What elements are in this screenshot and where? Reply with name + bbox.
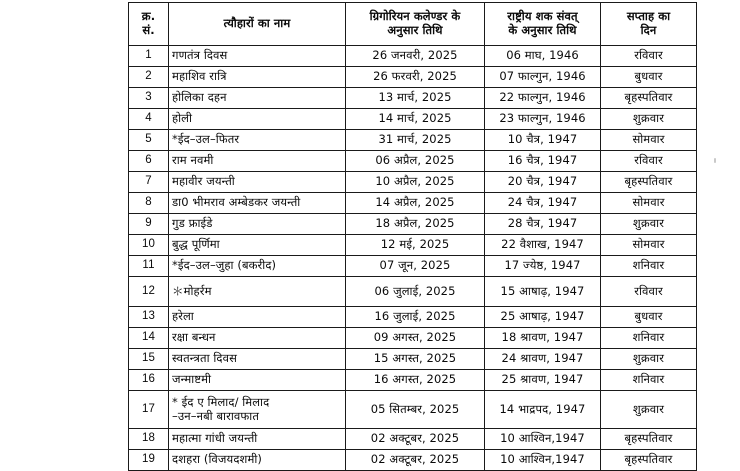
cell-shaka-date: 06 माघ, 1946 [485,46,601,67]
cell-serial-number: 15 [129,349,169,370]
table-row [129,370,697,391]
scan-artifact-speck [714,158,716,163]
table-row [129,46,697,67]
cell-serial-number: 3 [129,88,169,109]
cell-festival-name: हरेला [169,307,346,328]
table-row [129,88,697,109]
cell-gregorian-date: 10 अप्रैल, 2025 [346,172,485,193]
cell-gregorian-date: 15 अगस्त, 2025 [346,349,485,370]
cell-festival-name: होलिका दहन [169,88,346,109]
column-header-weekday-line1: सप्ताह का [626,9,671,24]
cell-shaka-date: 15 आषाढ़, 1947 [485,277,601,307]
table-row [129,151,697,172]
cell-shaka-date: 10 चैत्र, 1947 [485,130,601,151]
table-header [129,3,697,46]
table-body [129,46,697,471]
cell-serial-number: 4 [129,109,169,130]
table-row [129,235,697,256]
cell-shaka-date: 22 फाल्गुन, 1946 [485,88,601,109]
table-row [129,256,697,277]
column-header-shaka-date-line2: के अनुसार तिथि [508,23,577,37]
table-row [129,307,697,328]
column-header-gregorian-date [346,3,485,46]
table-row [129,109,697,130]
column-header-serial-number [129,3,169,46]
cell-festival-name: रक्षा बन्धन [169,328,346,349]
cell-shaka-date: 10 आश्विन,1947 [485,450,601,471]
cell-weekday: शुक्रवार [601,349,697,370]
cell-shaka-date: 14 भाद्रपद, 1947 [485,391,601,429]
cell-festival-name: बुद्ध पूर्णिमा [169,235,346,256]
cell-serial-number: 9 [129,214,169,235]
cell-weekday: बृहस्पतिवार [601,450,697,471]
cell-festival-name: महाशिव रात्रि [169,67,346,88]
cell-weekday: रविवार [601,277,697,307]
cell-shaka-date: 20 चैत्र, 1947 [485,172,601,193]
cell-weekday: रविवार [601,151,697,172]
table-row [129,391,697,429]
cell-festival-name-line1: * ईद ए मिलाद/ मिलाद [172,394,270,409]
cell-serial-number: 10 [129,235,169,256]
cell-gregorian-date: 02 अक्टूबर, 2025 [346,450,485,471]
cell-festival-name: *ईद–उल–फितर [169,130,346,151]
cell-weekday: शनिवार [601,328,697,349]
column-header-serial-number-line1: क्र. [141,9,156,24]
cell-gregorian-date: 26 फरवरी, 2025 [346,67,485,88]
cell-serial-number: 7 [129,172,169,193]
table-header-row [129,3,697,46]
cell-weekday: बृहस्पतिवार [601,172,697,193]
column-header-weekday-line2: दिन [640,23,657,37]
cell-gregorian-date: 06 जुलाई, 2025 [346,277,485,307]
table-row [129,277,697,307]
cell-festival-name-line2: –उन–नबी बारावफात [172,408,259,423]
cell-festival-name: जन्माष्टमी [169,370,346,391]
cell-festival-name: महात्मा गांधी जयन्ती [169,429,346,450]
table-row [129,214,697,235]
column-header-festival-name: त्यौहारों का नाम [169,3,346,46]
cell-gregorian-date: 12 मई, 2025 [346,235,485,256]
column-header-shaka-date-line1: राष्ट्रीय शक संवत् [507,9,578,24]
cell-shaka-date: 24 चैत्र, 1947 [485,193,601,214]
cell-gregorian-date: 02 अक्टूबर, 2025 [346,429,485,450]
holiday-table-wrapper [128,2,696,471]
cell-weekday: शनिवार [601,256,697,277]
cell-gregorian-date: 14 मार्च, 2025 [346,109,485,130]
cell-weekday: रविवार [601,46,697,67]
cell-shaka-date: 07 फाल्गुन, 1946 [485,67,601,88]
cell-weekday: सोमवार [601,193,697,214]
cell-serial-number: 18 [129,429,169,450]
table-row [129,172,697,193]
cell-serial-number: 8 [129,193,169,214]
table-row [129,193,697,214]
cell-serial-number: 5 [129,130,169,151]
cell-gregorian-date: 14 अप्रैल, 2025 [346,193,485,214]
cell-weekday: बुधवार [601,307,697,328]
cell-serial-number: 12 [129,277,169,307]
cell-gregorian-date: 16 अगस्त, 2025 [346,370,485,391]
cell-gregorian-date: 05 सितम्बर, 2025 [346,391,485,429]
holiday-table [128,2,697,471]
cell-gregorian-date: 18 अप्रैल, 2025 [346,214,485,235]
cell-weekday: सोमवार [601,235,697,256]
cell-festival-name: राम नवमी [169,151,346,172]
table-row [129,328,697,349]
table-row [129,429,697,450]
cell-festival-name [169,391,346,429]
cell-serial-number: 6 [129,151,169,172]
column-header-serial-number-line2: सं. [142,23,155,37]
cell-gregorian-date: 06 अप्रैल, 2025 [346,151,485,172]
cell-gregorian-date: 13 मार्च, 2025 [346,88,485,109]
cell-gregorian-date: 26 जनवरी, 2025 [346,46,485,67]
cell-festival-name: *ईद–उल–जुहा (बकरीद) [169,256,346,277]
cell-festival-name: ＊मोहर्रम [169,277,346,307]
cell-serial-number: 11 [129,256,169,277]
cell-shaka-date: 25 श्रावण, 1947 [485,370,601,391]
cell-weekday: बुधवार [601,67,697,88]
cell-shaka-date: 24 श्रावण, 1947 [485,349,601,370]
cell-weekday: शनिवार [601,370,697,391]
column-header-weekday [601,3,697,46]
cell-weekday: सोमवार [601,130,697,151]
cell-serial-number: 13 [129,307,169,328]
cell-serial-number: 17 [129,391,169,429]
cell-serial-number: 2 [129,67,169,88]
cell-weekday: शुक्रवार [601,391,697,429]
cell-shaka-date: 22 वैशाख, 1947 [485,235,601,256]
cell-festival-name: डा0 भीमराव अम्बेडकर जयन्ती [169,193,346,214]
cell-shaka-date: 28 चैत्र, 1947 [485,214,601,235]
cell-shaka-date: 10 आश्विन,1947 [485,429,601,450]
cell-serial-number: 14 [129,328,169,349]
cell-shaka-date: 25 आषाढ़, 1947 [485,307,601,328]
cell-festival-name: होली [169,109,346,130]
cell-weekday: शुक्रवार [601,214,697,235]
cell-serial-number: 1 [129,46,169,67]
cell-gregorian-date: 16 जुलाई, 2025 [346,307,485,328]
table-row [129,349,697,370]
cell-weekday: बृहस्पतिवार [601,429,697,450]
cell-festival-name: महावीर जयन्ती [169,172,346,193]
cell-weekday: शुक्रवार [601,109,697,130]
cell-serial-number: 16 [129,370,169,391]
cell-shaka-date: 17 ज्येष्ठ, 1947 [485,256,601,277]
column-header-gregorian-date-line1: ग्रिगोरियन कलेण्डर के [369,9,461,24]
table-row [129,450,697,471]
cell-shaka-date: 16 चैत्र, 1947 [485,151,601,172]
cell-gregorian-date: 07 जून, 2025 [346,256,485,277]
cell-serial-number: 19 [129,450,169,471]
cell-shaka-date: 23 फाल्गुन, 1946 [485,109,601,130]
cell-festival-name: स्वतन्त्रता दिवस [169,349,346,370]
cell-weekday: बृहस्पतिवार [601,88,697,109]
cell-festival-name: गुड फ्राईडे [169,214,346,235]
column-header-shaka-date [485,3,601,46]
cell-festival-name: गणतंत्र दिवस [169,46,346,67]
cell-gregorian-date: 09 अगस्त, 2025 [346,328,485,349]
cell-gregorian-date: 31 मार्च, 2025 [346,130,485,151]
cell-shaka-date: 18 श्रावण, 1947 [485,328,601,349]
cell-festival-name: दशहरा (विजयदशमी) [169,450,346,471]
table-row [129,130,697,151]
table-row [129,67,697,88]
column-header-gregorian-date-line2: अनुसार तिथि [387,23,443,37]
